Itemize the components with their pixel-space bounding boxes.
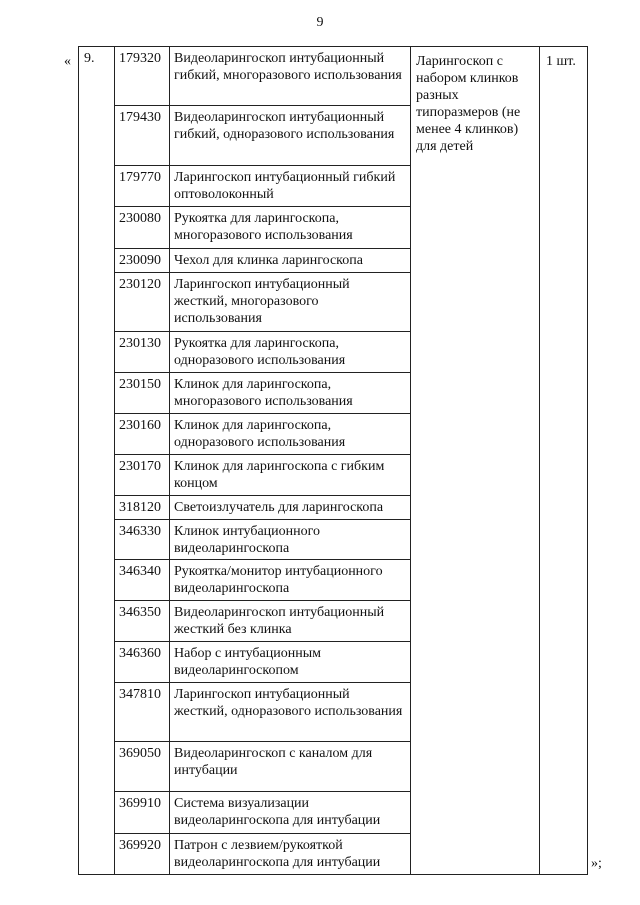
device-code-cell: 230090	[115, 249, 170, 273]
group-description-cell: Ларингоскоп с набором клинков разных типоразмеров (не менее 4 клинков) для детей	[411, 47, 540, 875]
device-code-cell: 346350	[115, 601, 170, 642]
device-name-cell: Ларингоскоп интубационный гибкий оптоволоконный	[170, 166, 411, 207]
quantity-cell: 1 шт.	[540, 47, 588, 875]
device-name-cell: Клинок для ларингоскопа с гибким концом	[170, 455, 411, 496]
table-row	[79, 47, 588, 106]
page-number: 9	[316, 15, 324, 30]
device-code-cell: 230120	[115, 273, 170, 332]
device-code-cell: 369050	[115, 742, 170, 792]
device-name-cell: Клинок интубационного видеоларингоскопа	[170, 520, 411, 560]
device-code-cell: 230130	[115, 332, 170, 373]
device-code-cell: 230160	[115, 414, 170, 455]
device-name-cell: Видеоларингоскоп интубационный гибкий, одноразового использования	[170, 106, 411, 166]
device-code-cell: 346330	[115, 520, 170, 560]
device-code-cell: 179770	[115, 166, 170, 207]
device-code-cell: 318120	[115, 496, 170, 520]
device-name-cell: Ларингоскоп интубационный жесткий, многоразового использования	[170, 273, 411, 332]
device-code-cell: 369920	[115, 834, 170, 875]
device-code-cell: 346360	[115, 642, 170, 683]
device-name-cell: Патрон с лезвием/рукояткой видеоларингоскопа для интубации	[170, 834, 411, 875]
device-table	[78, 46, 588, 875]
device-name-cell: Чехол для клинка ларингоскопа	[170, 249, 411, 273]
device-code-cell: 179320	[115, 47, 170, 106]
device-name-cell: Рукоятка для ларингоскопа, одноразового использования	[170, 332, 411, 373]
device-name-cell: Рукоятка/монитор интубационного видеоларингоскопа	[170, 560, 411, 601]
device-name-cell: Система визуализации видеоларингоскопа для интубации	[170, 792, 411, 834]
device-code-cell: 369910	[115, 792, 170, 834]
device-name-cell: Видеоларингоскоп с каналом для интубации	[170, 742, 411, 792]
device-code-cell: 347810	[115, 683, 170, 742]
device-name-cell: Видеоларингоскоп интубационный жесткий без клинка	[170, 601, 411, 642]
device-name-cell: Клинок для ларингоскопа, многоразового использования	[170, 373, 411, 414]
device-code-cell: 230170	[115, 455, 170, 496]
device-name-cell: Рукоятка для ларингоскопа, многоразового использования	[170, 207, 411, 249]
row-number-cell: 9.	[79, 47, 115, 875]
device-code-cell: 179430	[115, 106, 170, 166]
device-code-cell: 230080	[115, 207, 170, 249]
device-name-cell: Светоизлучатель для ларингоскопа	[170, 496, 411, 520]
device-name-cell: Ларингоскоп интубационный жесткий, одноразового использования	[170, 683, 411, 742]
device-name-cell: Набор с интубационным видеоларингоскопом	[170, 642, 411, 683]
device-code-cell: 346340	[115, 560, 170, 601]
device-code-cell: 230150	[115, 373, 170, 414]
opening-quote-mark: «	[64, 54, 71, 69]
device-name-cell: Клинок для ларингоскопа, одноразового использования	[170, 414, 411, 455]
device-name-cell: Видеоларингоскоп интубационный гибкий, многоразового использования	[170, 47, 411, 106]
closing-quote-mark: »;	[591, 856, 602, 871]
